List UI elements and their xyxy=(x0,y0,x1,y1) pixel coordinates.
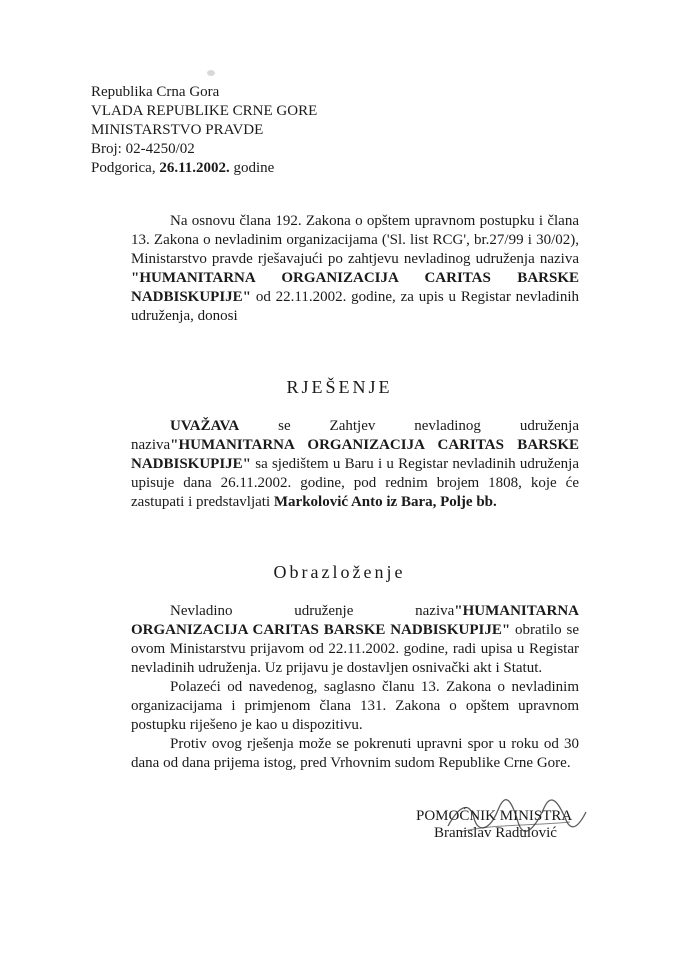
organization-name: "HUMANITARNA ORGANIZACIJA CARITAS BARSKE NADBISKUPIJE" xyxy=(131,603,579,638)
letterhead-ministry: MINISTARSTVO PRAVDE xyxy=(91,122,264,138)
decision-paragraph: UVAŽAVA se Zahtjev nevladinog udruženja naziva"HUMANITARNA ORGANIZACIJA CARITAS BARSKE NADBISKUPIJE" sa sjedištem u Baru i u Registar nevladinih udruženja upisuje dana 26.11.2002. godine, pod rednim brojem 1808, koje će zastupati i predstavljati Markolović Anto iz Bara, Polje bb. xyxy=(131,418,579,510)
reasoning-section xyxy=(131,602,579,773)
reasoning-heading: Obrazloženje xyxy=(273,562,406,582)
signatory-name: Branislav Radulović xyxy=(434,825,557,841)
letterhead-country: Republika Crna Gora xyxy=(91,84,220,100)
reasoning-paragraph-3: Protiv ovog rješenja može se pokrenuti upravni spor u roku od 30 dana od dana prijema istog, pred Vrhovnim sudom Republike Crne Gore. xyxy=(131,736,579,771)
organization-name: "HUMANITARNA ORGANIZACIJA CARITAS BARSKE NADBISKUPIJE" xyxy=(131,437,579,472)
organization-name: "HUMANITARNA ORGANIZACIJA CARITAS BARSKE NADBISKUPIJE" xyxy=(131,270,579,305)
decision-lead: UVAŽAVA xyxy=(170,418,240,434)
intro-paragraph: Na osnovu člana 192. Zakona o opštem upravnom postupku i člana 13. Zakona o nevladinim organizacijama ('Sl. list RCG', br.27/99 i 30/02), Ministarstvo pravde rješavajući po zahtjevu nevladinog udruženja naziva "HUMANITARNA ORGANIZACIJA CARITAS BARSKE NADBISKUPIJE" od 22.11.2002. godine, za upis u Registar nevladinih udruženja, donosi xyxy=(131,213,579,324)
reference-number: Broj: 02-4250/02 xyxy=(91,141,195,157)
reasoning-paragraph-2: Polazeći od navedenog, saglasno članu 13. Zakona o nevladinim organizacijama i primjenom člana 131. Zakona o opštem upravnom postupku riješeno je kao u dispozitivu. xyxy=(131,679,579,733)
handwritten-signature xyxy=(440,796,590,840)
decision-heading: RJEŠENJE xyxy=(286,377,393,397)
letterhead-government: VLADA REPUBLIKE CRNE GORE xyxy=(91,103,318,119)
signatory-title: POMOĆNIK MINISTRA xyxy=(416,808,573,824)
document-date: 26.11.2002. xyxy=(159,160,230,176)
representative: Markolović Anto iz Bara, Polje bb. xyxy=(273,494,497,510)
letterhead xyxy=(91,83,317,178)
place-date: Podgorica, 26.11.2002. godine xyxy=(91,160,275,176)
reasoning-paragraph-1: Nevladino udruženje naziva"HUMANITARNA ORGANIZACIJA CARITAS BARSKE NADBISKUPIJE" obratilo se ovom Ministarstvu prijavom od 22.11.2002. godine, radi upisa u Registar nevladinih udruženja. Uz prijavu je dostavljen osnivački akt i Statut. xyxy=(131,603,579,676)
scan-mark xyxy=(207,70,215,76)
